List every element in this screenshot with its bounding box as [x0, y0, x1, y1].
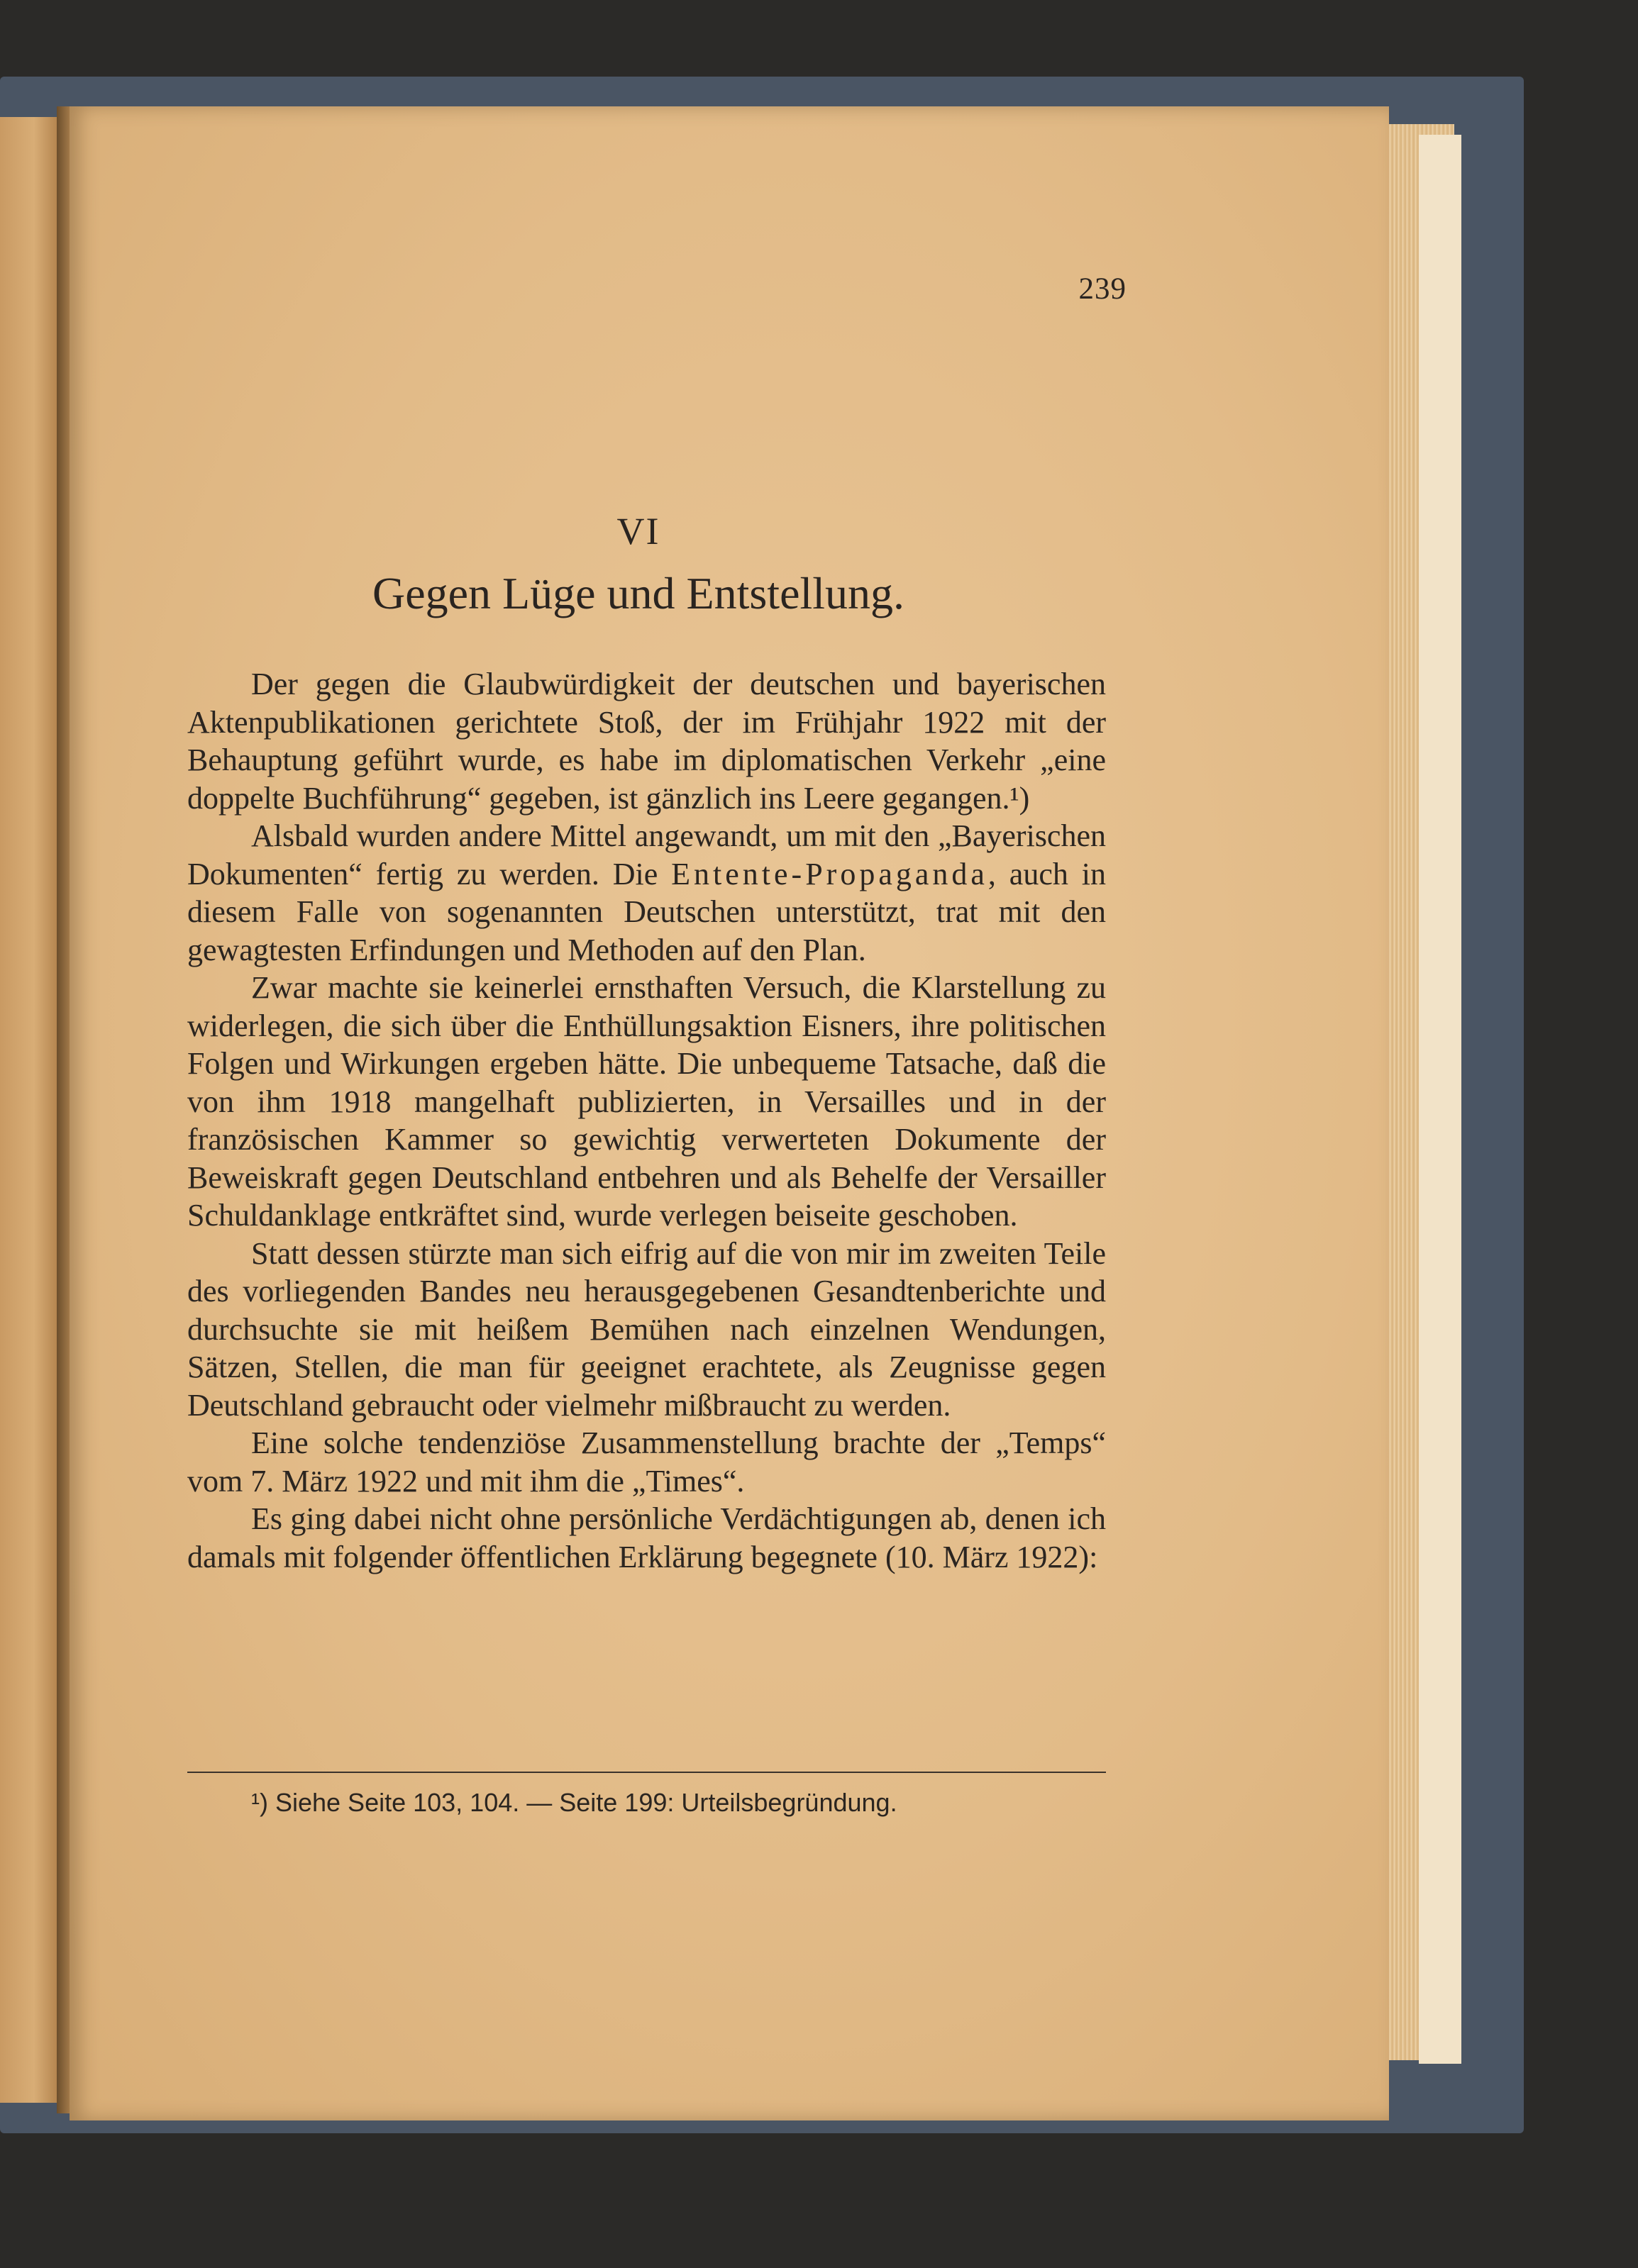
paragraph-1: Der gegen die Glaubwürdigkeit der deutschen und bayerischen Aktenpublikationen gerichtete Stoß, der im Frühjahr 1922 mit der Behauptung geführt wurde, es habe im diplomatischen Verkehr „eine doppelte Buchführung“ gegeben, ist gänzlich ins Leere gegangen.¹): [187, 667, 1106, 816]
paragraph-4: Statt dessen stürzte man sich eifrig auf die von mir im zweiten Teile des vorliegenden Bandes neu herausgegebenen Gesandtenberichte und durchsuchte sie mit heißem Bemühen nach einzelnen Wendungen, Sätzen, Stellen, die man für geeignet erachtete, als Zeugnisse gegen Deutschland gebraucht oder vielmehr mißbraucht zu werden.: [187, 1235, 1106, 1423]
paragraph-3: Zwar machte sie keinerlei ernsthaften Versuch, die Klarstellung zu widerlegen, die sich über die Enthüllungsaktion Eisners, ihre politischen Folgen und Wirkungen ergeben hätte. Die unbequeme Tatsache, daß die von ihm 1918 mangelhaft publizierten, in Versailles und in der französischen Kammer so gewichtig verwerteten Dokumente der Beweiskraft gegen Deutschland entbehren und als Behelfe der Versailler Schuldanklage entkräftet sind, wurde verlegen beiseite geschoben.: [187, 970, 1106, 1233]
chapter-title: Gegen Lüge und Entstellung.: [372, 568, 905, 618]
paragraph-5: Eine solche tendenziöse Zusammenstellung brachte der „Temps“ vom 7. März 1922 und mit ihm die „Times“.: [187, 1425, 1106, 1499]
book-gutter: [57, 106, 71, 2113]
page-number: 239: [1078, 272, 1127, 306]
paragraph-6: Es ging dabei nicht ohne persönliche Verdächtigungen ab, denen ich damals mit folgender öffentlichen Erklärung begegnete (10. März 1922):: [187, 1501, 1106, 1574]
chapter-number: VI: [616, 510, 660, 552]
previous-page-edge: [0, 117, 57, 2103]
body-text: [187, 665, 1106, 1576]
paragraph-2-before: Alsbald wurden andere Mittel angewandt, um mit den „Bayerischen Dokumenten“ fertig zu werden. Die: [187, 818, 1106, 891]
paragraph-2-after: , auch in diesem Falle von sogenannten Deutschen unterstützt, trat mit den gewagtesten Erfindungen und Methoden auf den Plan.: [187, 856, 1106, 967]
footnote-rule: [187, 1772, 1106, 1773]
paragraph-2: [187, 817, 1106, 969]
footnote: ¹) Siehe Seite 103, 104. — Seite 199: Urteilsbegründung.: [251, 1788, 897, 1817]
flyleaf-edge: [1419, 135, 1461, 2064]
paragraph-2-spaced: Entente-Propaganda: [671, 856, 988, 891]
